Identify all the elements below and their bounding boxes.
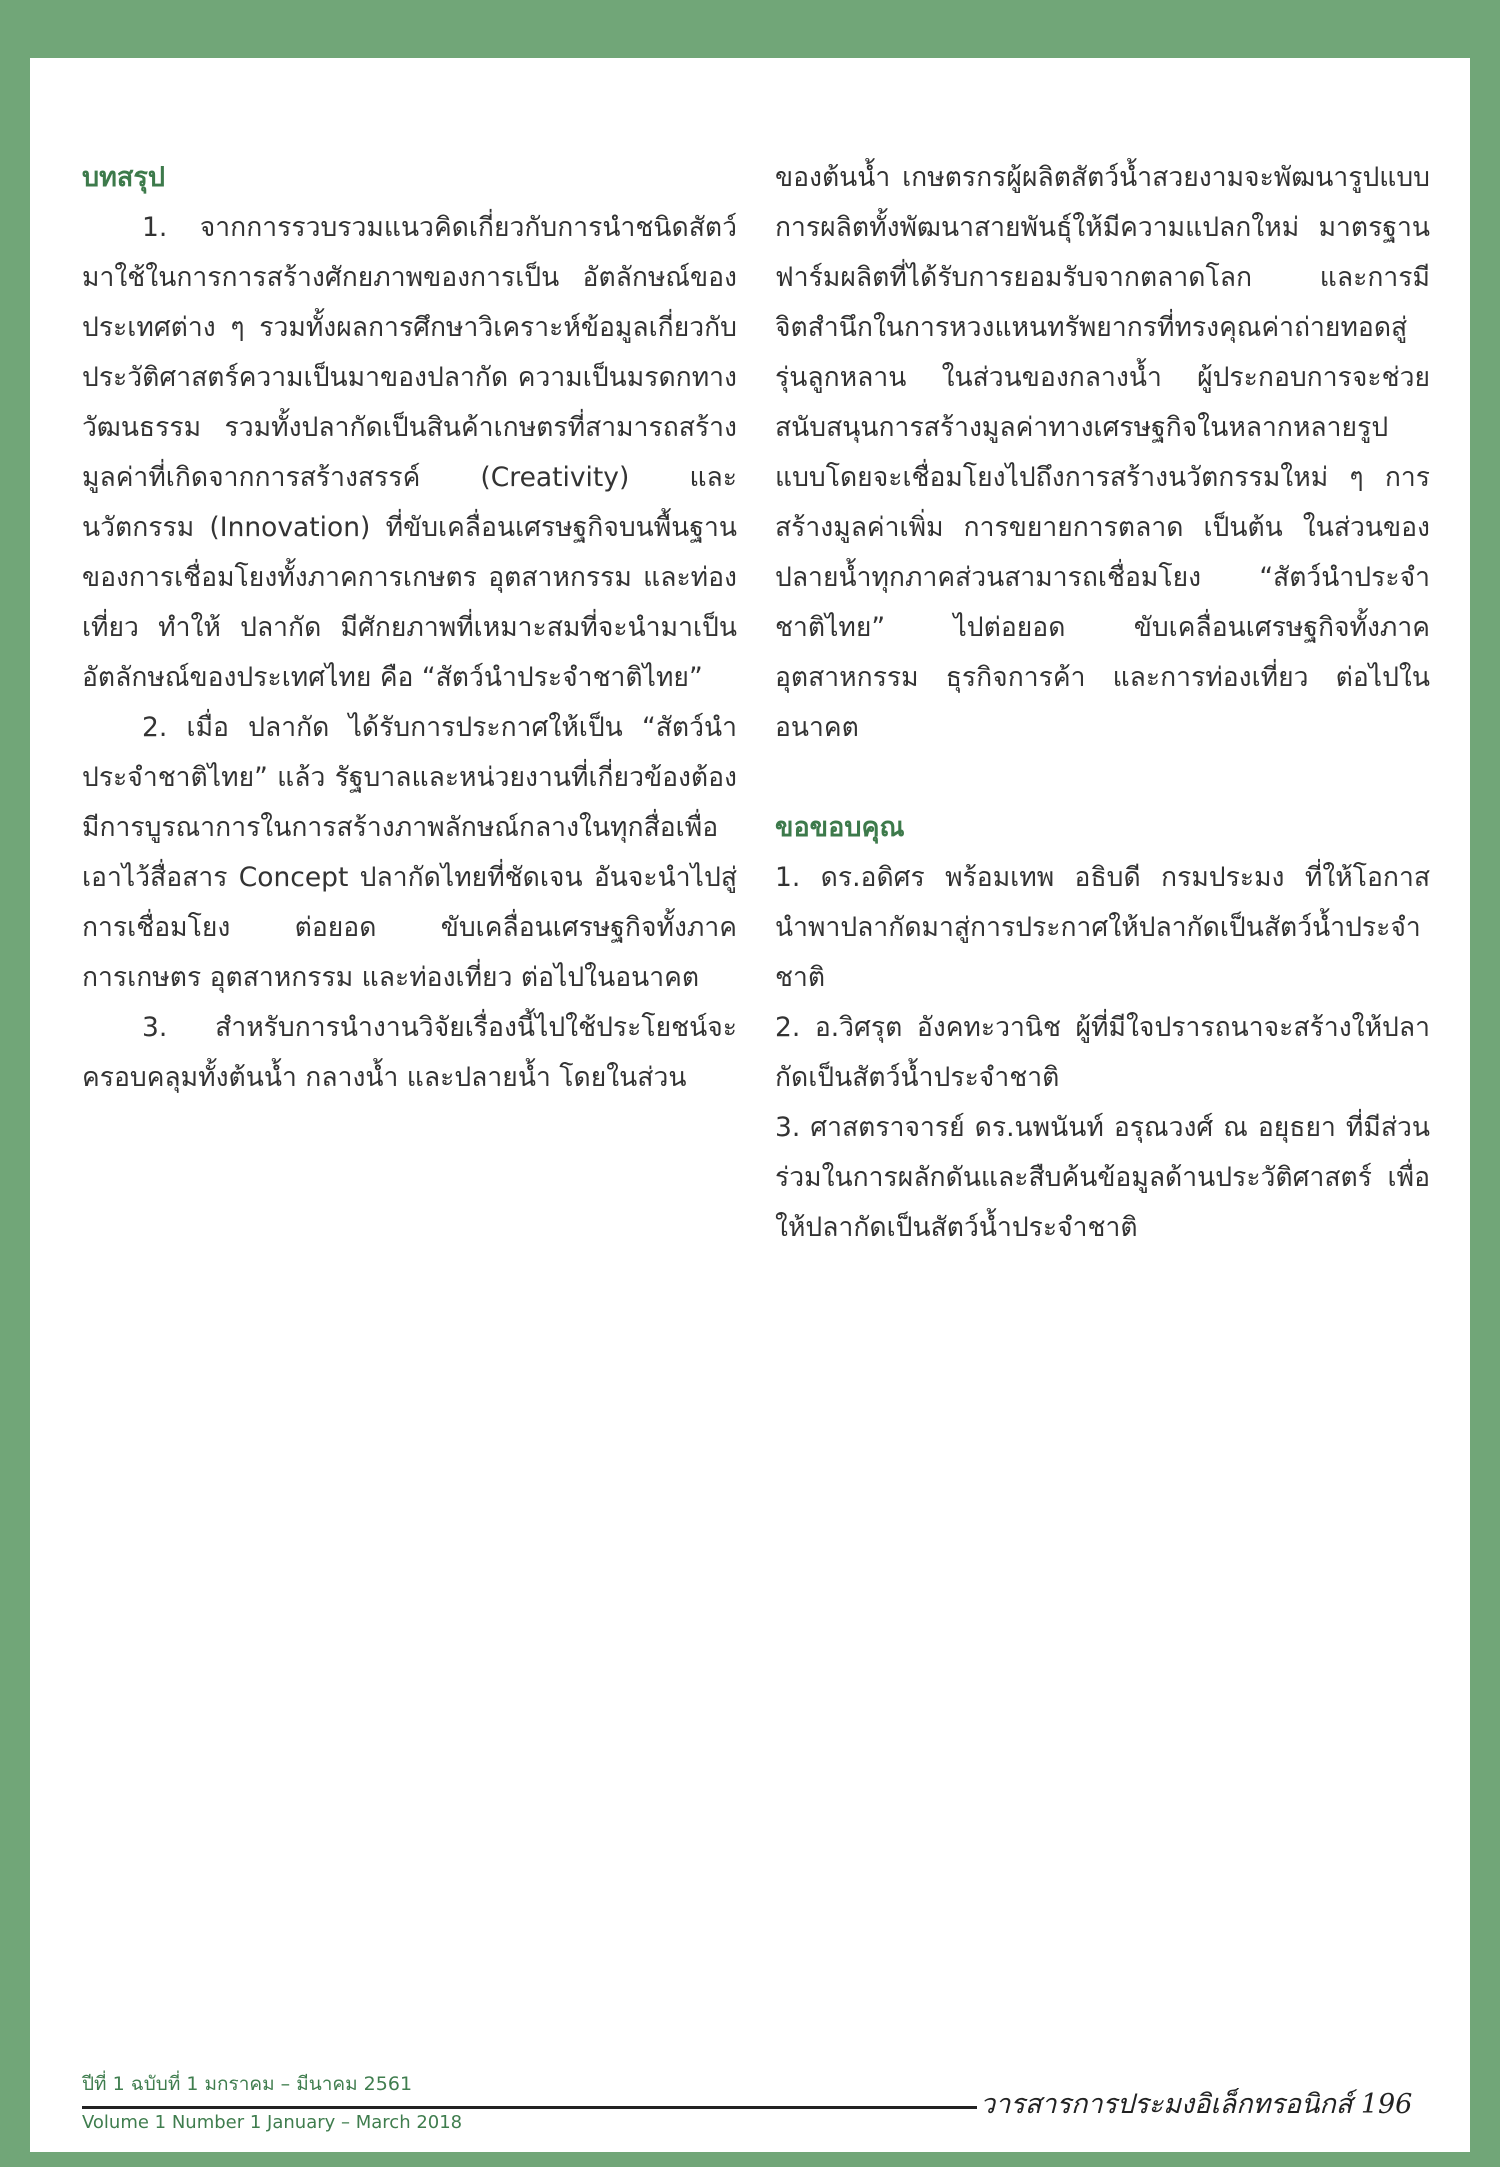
acknowledgement-item-1: 1. ดร.อดิศร พร้อมเทพ อธิบดี กรมประมง ที่ให้โอกาสนำพาปลากัดมาสู่การประกาศให้ปลากัดเป็นสัตว์น้ำประจำชาติ (775, 862, 1430, 993)
footer-divider (82, 2106, 977, 2109)
footer-issue-thai: ปีที่ 1 ฉบับที่ 1 มกราคม – มีนาคม 2561 (82, 2073, 413, 2095)
section-heading-acknowledgements: ขอขอบคุณ (775, 812, 905, 843)
summary-paragraph-1: 1. จากการรวบรวมแนวคิดเกี่ยวกับการนำชนิดสัตว์มาใช้ในการการสร้างศักยภาพของการเป็น อัตลักษณ์ของประเทศต่าง ๆ รวมทั้งผลการศึกษาวิเคราะห์ข้อมูลเกี่ยวกับ ประวัติศาสตร์ความเป็นมาของปลากัด ความเป็นมรดกทางวัฒนธรรม รวมทั้งปลากัดเป็นสินค้าเกษตรที่สามารถสร้างมูลค่าที่เกิดจากการสร้างสรรค์ (Creativity) และนวัตกรรม (Innovation) ที่ขับเคลื่อนเศรษฐกิจบนพื้นฐานของการเชื่อมโยงทั้งภาคการเกษตร อุตสาหกรรม และท่องเที่ยว ทำให้ ปลากัด มีศักยภาพที่เหมาะสมที่จะนำมาเป็นอัตลักษณ์ของประเทศไทย คือ “สัตว์นำประจำชาติไทย” (82, 212, 737, 693)
summary-paragraph-3-continued: ของต้นน้ำ เกษตรกรผู้ผลิตสัตว์น้ำสวยงามจะพัฒนารูปแบบการผลิตทั้งพัฒนาสายพันธุ์ให้มีความแปลกใหม่ มาตรฐานฟาร์มผลิตที่ได้รับการยอมรับจากตลาดโลก และการมีจิตสำนึกในการหวงแหนทรัพยากรที่ทรงคุณค่าถ่ายทอดสู่รุ่นลูกหลาน ในส่วนของกลางน้ำ ผู้ประกอบการจะช่วยสนับสนุนการสร้างมูลค่าทางเศรษฐกิจในหลากหลายรูปแบบโดยจะเชื่อมโยงไปถึงการสร้างนวัตกรรมใหม่ ๆ การสร้างมูลค่าเพิ่ม การขยายการตลาด เป็นต้น ในส่วนของปลายน้ำทุกภาคส่วนสามารถเชื่อมโยง “สัตว์นำประจำชาติไทย” ไปต่อยอด ขับเคลื่อนเศรษฐกิจทั้งภาคอุตสาหกรรม ธุรกิจการค้า และการท่องเที่ยว ต่อไปในอนาคต (775, 162, 1430, 743)
page (30, 58, 1470, 2152)
acknowledgement-item-3: 3. ศาสตราจารย์ ดร.นพนันท์ อรุณวงศ์ ณ อยุธยา ที่มีส่วนร่วมในการผลักดันและสืบค้นข้อมูลด้านประวัติศาสตร์ เพื่อให้ปลากัดเป็นสัตว์น้ำประจำชาติ (775, 1112, 1430, 1243)
summary-paragraph-3: 3. สำหรับการนำงานวิจัยเรื่องนี้ไปใช้ประโยชน์จะครอบคลุมทั้งต้นน้ำ กลางน้ำ และปลายน้ำ โดยในส่วน (82, 1012, 737, 1093)
summary-paragraph-2: 2. เมื่อ ปลากัด ได้รับการประกาศให้เป็น “สัตว์นำประจำชาติไทย” แล้ว รัฐบาลและหน่วยงานที่เกี่ยวข้องต้องมีการบูรณาการในการสร้างภาพลักษณ์กลางในทุกสื่อเพื่อเอาไว้สื่อสาร Concept ปลากัดไทยที่ชัดเจน อันจะนำไปสู่การเชื่อมโยง ต่อยอด ขับเคลื่อนเศรษฐกิจทั้งภาคการเกษตร อุตสาหกรรม และท่องเที่ยว ต่อไปในอนาคต (82, 712, 737, 993)
right-column (775, 153, 1430, 1253)
section-heading-summary: บทสรุป (82, 162, 166, 193)
acknowledgement-item-2: 2. อ.วิศรุต อังคทะวานิช ผู้ที่มีใจปรารถนาจะสร้างให้ปลากัดเป็นสัตว์น้ำประจำชาติ (775, 1012, 1430, 1093)
footer-journal-page: วารสารการประมงอิเล็กทรอนิกส์ 196 (980, 2089, 1413, 2120)
section-gap (775, 753, 1430, 803)
left-column (82, 153, 737, 1103)
footer-issue-english: Volume 1 Number 1 January – March 2018 (82, 2112, 463, 2133)
